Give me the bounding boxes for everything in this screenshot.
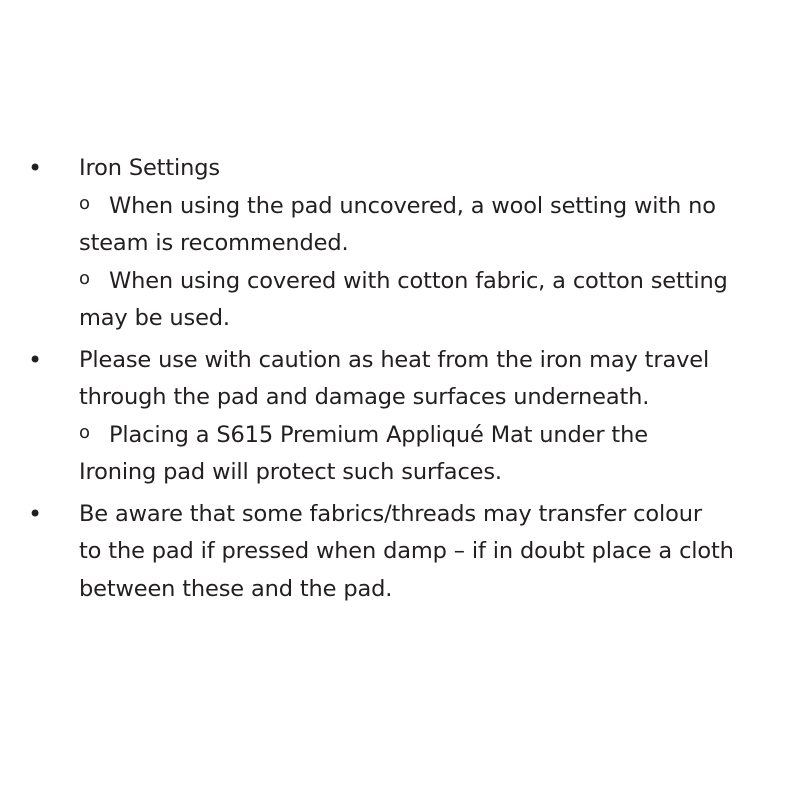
item-text-line: to the pad if pressed when damp – if in doubt place a cloth [79,538,734,564]
list-item-iron-settings [0,150,800,338]
item-text-line: Please use with caution as heat from the iron may travel [79,346,710,373]
instructions-list [0,150,800,612]
bullet-icon: • [28,499,43,528]
list-item-colour-transfer [0,496,800,609]
bullet-icon: • [28,345,43,374]
list-item-caution [0,342,800,492]
item-text-line: Iron Settings [79,155,220,181]
sub-list-item [79,417,779,492]
sub-item-text-line: Ironing pad will protect such surfaces. [79,459,502,485]
sub-item-text-line: Placing a S615 Premium Appliqué Mat under the [109,421,648,448]
sub-bullet-icon: o [79,192,90,214]
sub-list-item [79,263,779,338]
bullet-icon: • [28,154,43,182]
item-text-line: through the pad and damage surfaces underneath. [79,384,650,410]
sub-item-text-line: When using the pad uncovered, a wool setting with no [109,192,716,219]
sub-item-text-line: When using covered with cotton fabric, a cotton setting [109,267,728,294]
item-text-line: between these and the pad. [79,575,393,602]
sub-bullet-icon: o [79,267,90,289]
sub-list-item [79,188,779,263]
item-text-line: Be aware that some fabrics/threads may transfer colour [79,500,702,527]
sub-item-text-line: may be used. [79,305,230,331]
sub-item-text-line: steam is recommended. [79,230,349,256]
sub-bullet-icon: o [79,421,90,443]
